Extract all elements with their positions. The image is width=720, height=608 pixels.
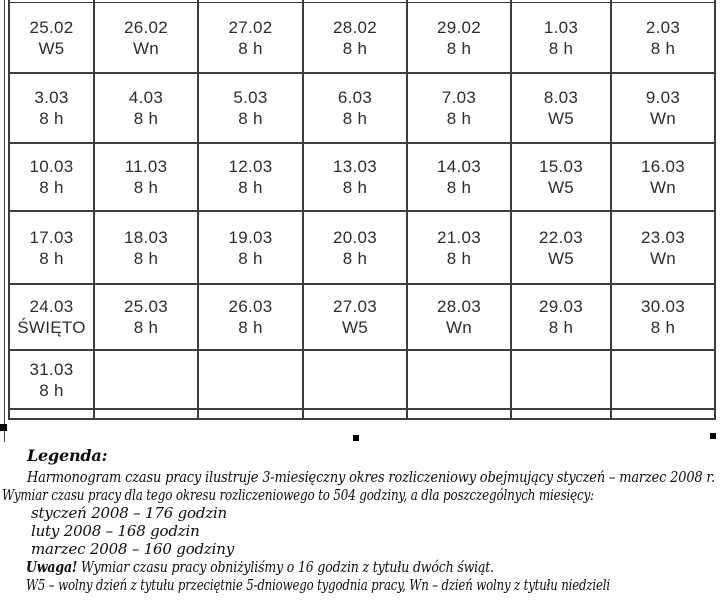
calendar-cell <box>511 3 611 74</box>
calendar-cell <box>611 211 715 284</box>
cell-label: 8 h <box>39 109 64 128</box>
calendar-cell <box>511 284 611 350</box>
legend-bullet-february-text: luty 2008 – 168 godzin <box>31 522 200 540</box>
legend-bullet-march <box>22 540 719 558</box>
cell-date: 31.03 <box>29 359 74 379</box>
calendar-cell <box>407 3 511 74</box>
calendar-cell <box>611 3 715 74</box>
calendar-cell <box>611 284 715 350</box>
calendar-cell <box>511 350 611 409</box>
cell-date: 14.03 <box>436 157 482 176</box>
cell-label: 8 h <box>342 109 368 128</box>
cell-date: 25.02 <box>29 17 74 37</box>
cell-date: 6.03 <box>337 88 373 107</box>
cell-label: 8 h <box>133 109 159 128</box>
calendar-cell <box>9 211 94 284</box>
table-resize-handle-left[interactable] <box>0 424 7 431</box>
cell-label: 8 h <box>342 38 368 58</box>
cell-date: 27.03 <box>332 297 378 316</box>
bullet-square-icon <box>22 528 29 535</box>
table-row <box>9 73 715 143</box>
cell-label: Wn <box>649 178 677 197</box>
cell-label: 8 h <box>39 178 64 197</box>
table-end-strip-cell <box>511 409 611 419</box>
calendar-cell <box>94 350 198 409</box>
cell-date: 26.03 <box>228 297 273 316</box>
cell-date: 11.03 <box>124 157 168 176</box>
cell-label: 8 h <box>446 109 472 128</box>
calendar-cell <box>303 3 407 74</box>
table-row <box>9 284 715 350</box>
cell-date: 24.03 <box>29 297 74 316</box>
cell-date: 30.03 <box>640 297 686 316</box>
table-resize-handle-right[interactable] <box>710 433 716 439</box>
calendar-cell <box>94 3 198 74</box>
cell-label: 8 h <box>133 318 159 337</box>
table-row <box>9 350 715 409</box>
calendar-cell <box>407 73 511 143</box>
calendar-cell <box>611 73 715 143</box>
calendar-cell <box>198 3 303 74</box>
cell-label: Wn <box>649 248 677 268</box>
cell-date: 19.03 <box>228 227 273 247</box>
work-schedule-table-wrap <box>4 0 716 444</box>
cell-label: Wn <box>649 109 677 128</box>
calendar-cell <box>303 73 407 143</box>
calendar-cell <box>94 284 198 350</box>
cell-label: 8 h <box>650 318 676 337</box>
calendar-table-body <box>9 0 715 419</box>
legend-paragraph-line-2-text: Wymiar czasu pracy dla tego okresu rozliczeniowego to 504 godziny, a dla poszczególnych miesięcy: <box>2 486 594 504</box>
cell-label: W5 <box>341 318 369 337</box>
calendar-cell <box>94 143 198 211</box>
cell-label: 8 h <box>238 38 263 58</box>
cell-date: 7.03 <box>441 88 477 107</box>
cell-date: 12.03 <box>228 157 273 176</box>
calendar-cell <box>198 350 303 409</box>
cell-date: 5.03 <box>233 88 268 107</box>
legend-paragraph-line-2 <box>0 486 719 504</box>
cell-label: 8 h <box>39 248 64 268</box>
calendar-cell <box>303 350 407 409</box>
table-end-strip-cell <box>9 409 94 419</box>
cell-label: 8 h <box>342 248 368 268</box>
table-end-strip <box>9 409 715 419</box>
calendar-cell <box>198 73 303 143</box>
table-row <box>9 211 715 284</box>
calendar-cell <box>9 284 94 350</box>
calendar-cell <box>611 350 715 409</box>
bullet-square-icon <box>22 510 29 517</box>
cell-date: 10.03 <box>29 157 74 176</box>
cell-label: 8 h <box>446 178 472 197</box>
cell-label: 8 h <box>238 109 263 128</box>
cell-label: W5 <box>547 248 575 268</box>
cell-label: 8 h <box>342 178 368 197</box>
cell-date: 2.03 <box>645 17 681 37</box>
cell-label: 8 h <box>548 318 574 337</box>
table-end-strip-cell <box>407 409 511 419</box>
cell-date: 22.03 <box>538 227 584 247</box>
cell-date: 9.03 <box>645 88 681 107</box>
legend-section <box>0 447 719 594</box>
legend-note <box>0 558 719 576</box>
calendar-cell <box>407 211 511 284</box>
cell-date: 15.03 <box>538 157 584 176</box>
cell-date: 13.03 <box>332 157 378 176</box>
cell-date: 28.02 <box>332 17 378 37</box>
calendar-cell <box>303 211 407 284</box>
work-schedule-table <box>8 0 716 420</box>
calendar-cell <box>94 73 198 143</box>
legend-note-bold: Uwaga! <box>26 558 78 576</box>
calendar-cell <box>9 3 94 74</box>
cell-label: 8 h <box>133 248 159 268</box>
legend-abbreviations <box>0 576 719 594</box>
cell-label: 8 h <box>238 318 263 337</box>
cell-date: 18.03 <box>123 227 169 247</box>
calendar-cell <box>611 143 715 211</box>
cell-label: Wn <box>132 38 160 58</box>
cell-date: 29.03 <box>538 297 584 316</box>
legend-abbreviations-text: W5 – wolny dzień z tytułu przeciętnie 5-dniowego tygodnia pracy, Wn – dzień wolny z tytułu niedzieli <box>26 576 610 594</box>
calendar-cell <box>9 143 94 211</box>
table-end-strip-cell <box>198 409 303 419</box>
legend-bullet-february <box>22 522 719 540</box>
cell-date: 4.03 <box>128 88 164 107</box>
calendar-cell <box>198 284 303 350</box>
calendar-cell <box>9 350 94 409</box>
calendar-cell <box>511 211 611 284</box>
cell-label: 8 h <box>548 38 574 58</box>
cell-label: 8 h <box>446 38 472 58</box>
table-end-strip-cell <box>94 409 198 419</box>
legend-note-rest: Wymiar czasu pracy obniżyliśmy o 16 godzin z tytułu dwóch świąt. <box>77 558 494 576</box>
legend-paragraph-line-1 <box>0 468 719 486</box>
calendar-cell <box>303 284 407 350</box>
calendar-cell <box>511 143 611 211</box>
cell-label: 8 h <box>650 38 676 58</box>
cell-label: 8 h <box>133 178 159 197</box>
cell-date: 25.03 <box>123 297 169 316</box>
cell-label: ŚWIĘTO <box>17 318 86 337</box>
cell-label: W5 <box>547 109 575 128</box>
table-end-strip-cell <box>611 409 715 419</box>
cell-date: 29.02 <box>436 17 482 37</box>
calendar-cell <box>198 211 303 284</box>
legend-heading: Legenda: <box>27 447 108 465</box>
cell-date: 26.02 <box>123 17 169 37</box>
cell-label: W5 <box>38 38 65 58</box>
legend-bullet-march-text: marzec 2008 – 160 godziny <box>31 540 234 558</box>
calendar-cell <box>407 350 511 409</box>
calendar-cell <box>9 73 94 143</box>
legend-paragraph-line-1-text: Harmonogram czasu pracy ilustruje 3-miesięczny okres rozliczeniowy obejmujący styczeń – marzec 2008 r. <box>27 468 715 486</box>
table-end-strip-cell <box>303 409 407 419</box>
calendar-cell <box>407 143 511 211</box>
cell-date: 23.03 <box>640 227 686 247</box>
cell-label: 8 h <box>446 248 472 268</box>
table-resize-handle-center[interactable] <box>353 435 359 441</box>
cell-label: 8 h <box>238 248 263 268</box>
cell-date: 28.03 <box>436 297 482 316</box>
cell-date: 16.03 <box>640 157 686 176</box>
cell-date: 27.02 <box>228 17 273 37</box>
legend-bullet-january <box>22 504 719 522</box>
legend-bullet-january-text: styczeń 2008 – 176 godzin <box>31 504 228 522</box>
calendar-cell <box>511 73 611 143</box>
cell-label: 8 h <box>238 178 263 197</box>
cell-label: Wn <box>445 318 473 337</box>
calendar-cell <box>303 143 407 211</box>
cell-label: W5 <box>547 178 575 197</box>
bullet-square-icon <box>22 546 29 553</box>
table-row <box>9 143 715 211</box>
calendar-cell <box>407 284 511 350</box>
cell-date: 3.03 <box>34 88 69 107</box>
cell-date: 17.03 <box>29 227 74 247</box>
calendar-cell <box>198 143 303 211</box>
cell-label: 8 h <box>39 380 64 400</box>
calendar-cell <box>94 211 198 284</box>
cell-date: 21.03 <box>436 227 482 247</box>
cell-date: 1.03 <box>543 17 579 37</box>
cell-date: 8.03 <box>543 88 579 107</box>
table-row <box>9 3 715 74</box>
cell-date: 20.03 <box>332 227 378 247</box>
